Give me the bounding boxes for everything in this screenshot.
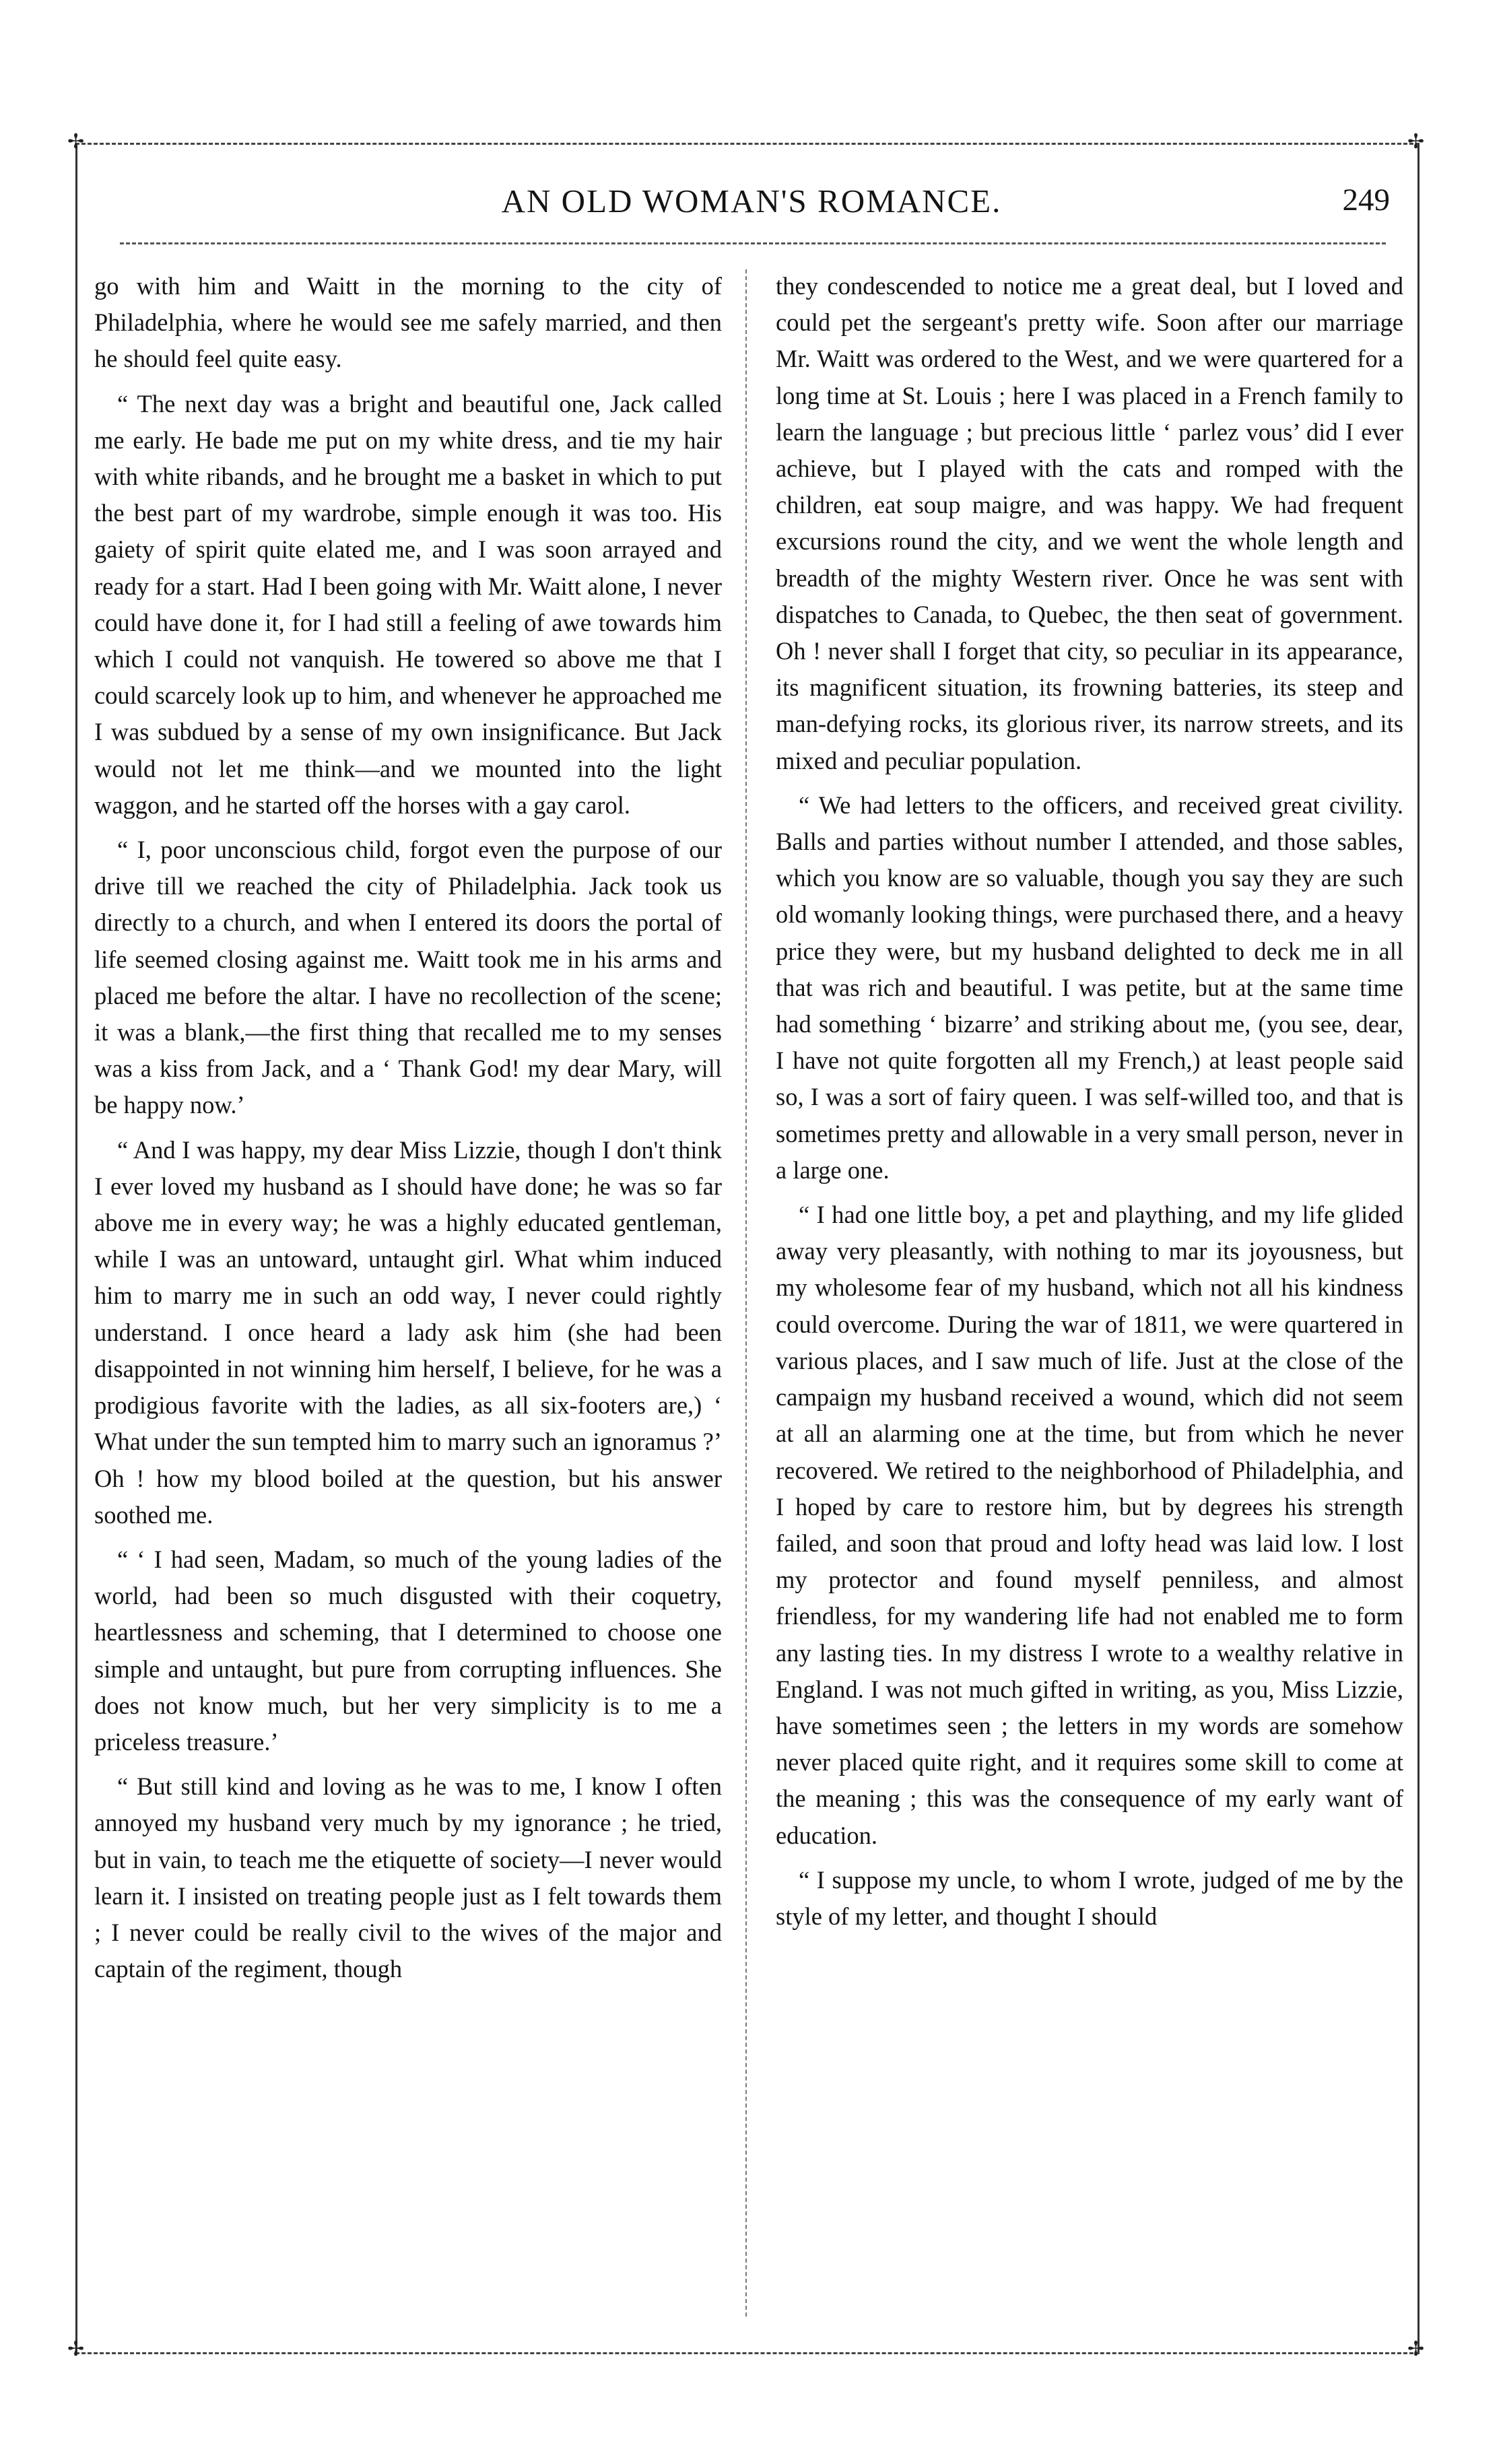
- paragraph: they condescended to notice me a great deal, but I loved and could pet the sergeant's pretty wife. Soon after our marriage Mr. Waitt was ordered to the West, and we were quartered for a long time at St. Louis ; here I was placed in a French family to learn the language ; but precious little ‘ parlez vous’ did I ever achieve, but I played with the cats and romped with the children, eat soup maigre, and was happy. We had frequent excursions round the city, and we went the whole length and breadth of the mighty Western river. Once he was sent with dispatches to Canada, to Quebec, the then seat of government. Oh ! never shall I forget that city, so peculiar in its appearance, its magnificent situation, its frowning batteries, its steep and man-defying rocks, its glorious river, its narrow streets, and its mixed and peculiar population.: [776, 272, 1403, 774]
- running-title: AN OLD WOMAN'S ROMANCE.: [501, 182, 1002, 220]
- left-column: [94, 268, 722, 2329]
- paragraph: go with him and Waitt in the morning to the city of Philadelphia, where he would see me safely married, and then he should feel quite easy.: [94, 272, 722, 373]
- paragraph: “ ‘ I had seen, Madam, so much of the young ladies of the world, had been so much disgusted with their coquetry, heartlessness and scheming, that I determined to choose one simple and untaught, but pure from corrupting influences. She does not know much, but her very simplicity is to me a priceless treasure.’: [94, 1545, 722, 1756]
- corner-ornament-top-left: ✢: [67, 131, 85, 153]
- corner-ornament-bottom-right: ✢: [1407, 2338, 1425, 2360]
- page-header: [0, 176, 1503, 230]
- header-rule: [120, 242, 1386, 244]
- paragraph: “ The next day was a bright and beautiful one, Jack called me early. He bade me put on my white dress, and tie my hair with white ribands, and he brought me a basket in which to put the best part of my wardrobe, simple enough it was too. His gaiety of spirit quite elated me, and I was soon arrayed and ready for a start. Had I been going with Mr. Waitt alone, I never could have done it, for I had still a feeling of awe towards him which I could not vanquish. He towered so above me that I could scarcely look up to him, and whenever he approached me I was subdued by a sense of my own insignificance. But Jack would not let me think—and we mounted into the light waggon, and he started off the horses with a gay carol.: [94, 389, 722, 819]
- paragraph: “ And I was happy, my dear Miss Lizzie, though I don't think I ever loved my husband as I should have done; he was so far above me in every way; he was a highly educated gentleman, while I was an untoward, untaught girl. What whim induced him to marry me in such an odd way, I never could rightly understand. I once heard a lady ask him (she had been disappointed in not winning him herself, I believe, for he was a prodigious favorite with the ladies, as all six-footers are,) ‘ What under the sun tempted him to marry such an ignoramus ?’ Oh ! how my blood boiled at the question, but his answer soothed me.: [94, 1135, 722, 1529]
- paragraph: “ I, poor unconscious child, forgot even the purpose of our drive till we reached the city of Philadelphia. Jack took us directly to a church, and when I entered its doors the portal of life seemed closing against me. Waitt took me in his arms and placed me before the altar. I have no recollection of the scene; it was a blank,—the first thing that recalled me to my senses was a kiss from Jack, and a ‘ Thank God! my dear Mary, will be happy now.’: [94, 836, 722, 1119]
- right-column: [776, 268, 1403, 2329]
- corner-ornament-top-right: ✢: [1407, 131, 1425, 153]
- paragraph: “ I had one little boy, a pet and plaything, and my life glided away very pleasantly, with nothing to mar its joyousness, but my wholesome fear of my husband, which not all his kindness could overcome. During the war of 1811, we were quartered in various places, and I saw much of life. Just at the close of the campaign my husband received a wound, which did not seem at all an alarming one at the time, but from which he never recovered. We retired to the neighborhood of Philadelphia, and I hoped by care to restore him, but by degrees his strength failed, and soon that proud and lofty head was laid low. I lost my protector and found myself penniless, and almost friendless, for my wandering life had not enabled me to form any lasting ties. In my distress I wrote to a wealthy relative in England. I was not much gifted in writing, as you, Miss Lizzie, have sometimes seen ; the letters in my words are somehow never placed quite right, and it requires some skill to come at the meaning ; this was the consequence of my early want of education.: [776, 1201, 1403, 1849]
- paragraph: “ We had letters to the officers, and received great civility. Balls and parties without number I attended, and those sables, which you know are so valuable, though you say they are such old womanly looking things, were purchased there, and a heavy price they were, but my husband delighted to deck me in all that was rich and beautiful. I was petite, but at the same time had something ‘ bizarre’ and striking about me, (you see, dear, I have not quite forgotten all my French,) at least people said so, I was a sort of fairy queen. I was self-willed too, and that is sometimes pretty and allowable in a very small person, never in a large one.: [776, 791, 1403, 1184]
- column-divider: [745, 269, 747, 2317]
- page-number: 249: [1342, 182, 1390, 218]
- paragraph: “ I suppose my uncle, to whom I wrote, judged of me by the style of my letter, and thought I should: [776, 1865, 1403, 1930]
- corner-ornament-bottom-left: ✢: [67, 2338, 85, 2360]
- paragraph: “ But still kind and loving as he was to me, I know I often annoyed my husband very much by my ignorance ; he tried, but in vain, to teach me the etiquette of society—I never would learn it. I insisted on treating people just as I felt towards them ; I never could be really civil to the wives of the major and captain of the regiment, though: [94, 1772, 722, 1983]
